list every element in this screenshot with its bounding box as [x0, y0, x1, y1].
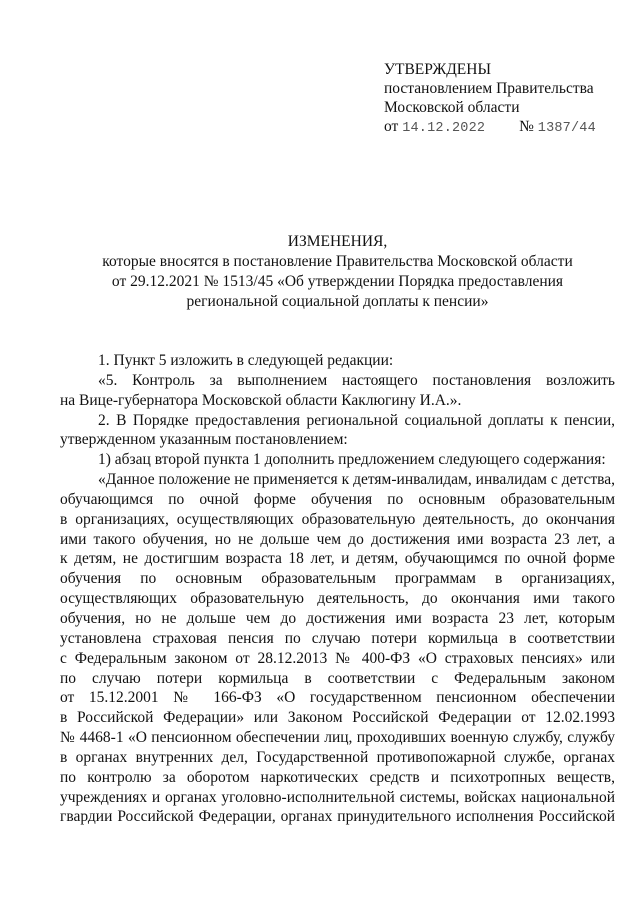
heading-subtitle-2: от 29.12.2021 № 1513/45 «Об утверждении Порядка предоставления	[111, 273, 564, 290]
approval-title: УТВЕРЖДЕНЫ	[384, 61, 491, 78]
date-prefix: от	[384, 118, 399, 135]
document-body	[60, 351, 615, 827]
approval-line-1: постановлением Правительства	[384, 80, 594, 97]
document-heading	[60, 232, 615, 312]
paragraph-line: обучения, но не дольше чем до достижения ими возраста 23 лет, которым	[60, 609, 615, 627]
paragraph-line: обучения по основным образовательным программам в организациях,	[60, 570, 615, 588]
paragraph-line: 1. Пункт 5 изложить в следующей редакции:	[98, 352, 394, 369]
paragraph-line: в организациях, осуществляющих образовательную деятельность, до окончания	[60, 510, 615, 528]
paragraph-line: № 4468-1 «О пенсионном обеспечении лиц, проходивших военную службу, службу	[60, 729, 615, 747]
approval-stamp	[384, 60, 624, 138]
approval-line-2: Московской области	[384, 99, 520, 116]
heading-subtitle-3: региональной социальной доплаты к пенсии»	[186, 293, 489, 310]
approval-date-row	[384, 117, 624, 138]
paragraph-line: к детям, не достигшим возраста 18 лет, и детям, обучающимся по очной форме	[60, 550, 615, 568]
paragraph-line: осуществляющих образовательную деятельность, до окончания ими такого	[60, 590, 615, 608]
paragraph-line: «Данное положение не применяется к детям-инвалидам, инвалидам с детства,	[98, 471, 615, 489]
paragraph-line: ими такого обучения, но не дольше чем до достижения ими возраста 23 лет, а	[60, 530, 615, 548]
paragraph-line: учреждениях и органах уголовно-исполнительной системы, войсках национальной	[60, 788, 615, 806]
paragraph-line: гвардии Российской Федерации, органах принудительного исполнения Российской	[60, 808, 615, 826]
paragraph-line: по контролю за оборотом наркотических средств и психотропных веществ,	[60, 768, 615, 786]
approval-number: 1387/44	[537, 121, 596, 136]
paragraph-line: на Вице-губернатора Московской области Каклюгину И.А.».	[60, 391, 462, 409]
approval-date: 14.12.2022	[402, 121, 486, 136]
paragraph-line: 2. В Порядке предоставления региональной социальной доплаты к пенсии,	[98, 411, 615, 429]
paragraph-line: в Российской Федерации» или Законом Российской Федерации от 12.02.1993	[60, 709, 615, 727]
paragraph-line: обучающимся по очной форме обучения по основным образовательным	[60, 490, 615, 508]
number-prefix: №	[519, 118, 534, 135]
paragraph-line: от 15.12.2001 № 166-ФЗ «О государственном пенсионном обеспечении	[60, 689, 615, 707]
paragraph-line: в органах внутренних дел, Государственной противопожарной службе, органах	[60, 748, 615, 766]
paragraph-line: с Федеральным законом от 28.12.2013 № 400-ФЗ «О страховых пенсиях» или	[60, 649, 615, 667]
paragraph-line: 1) абзац второй пункта 1 дополнить предложением следующего содержания:	[98, 451, 606, 469]
page-title: ИЗМЕНЕНИЯ,	[287, 233, 388, 250]
paragraph-line: установлена страховая пенсия по случаю потери кормильца в соответствии	[60, 629, 615, 647]
heading-subtitle-1: которые вносятся в постановление Правительства Московской области	[102, 253, 573, 270]
paragraph-line: по случаю потери кормильца в соответствии с Федеральным законом	[60, 669, 615, 687]
paragraph-line: «5. Контроль за выполнением настоящего постановления возложить	[98, 371, 615, 389]
paragraph-line: утвержденном указанным постановлением:	[60, 431, 348, 449]
